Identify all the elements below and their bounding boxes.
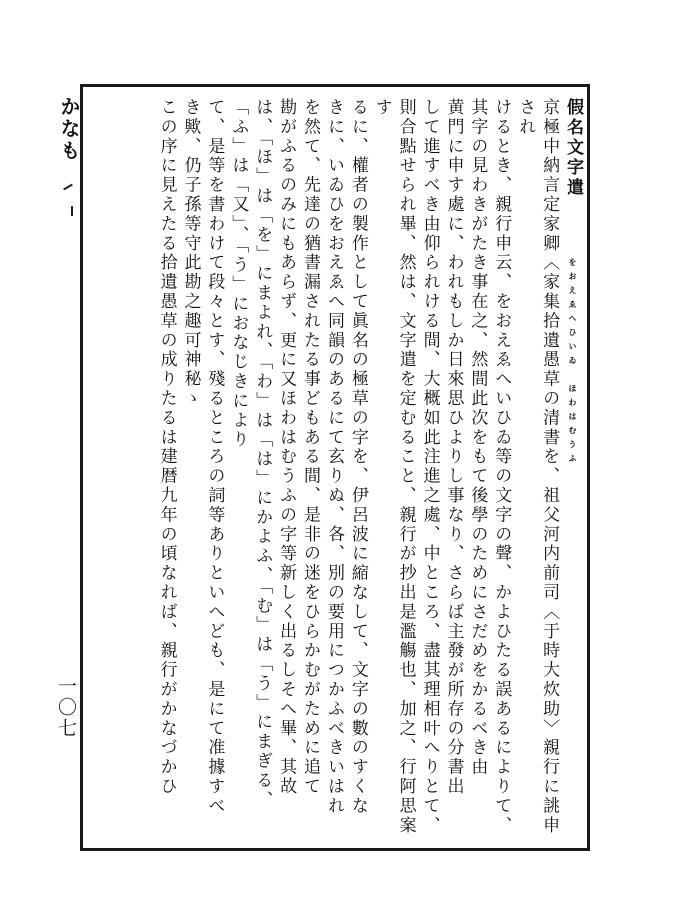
- title-ruby: をおえゑへひいゐ ほわはむうふ: [568, 258, 578, 468]
- page-number: 一〇七: [55, 676, 77, 739]
- text-column: けるとき、親行申云、をおえゑへいひゐ等の文字の聲、かよひたる誤あるによりて、: [491, 98, 512, 836]
- text-column: 京極中納言定家卿〈家集拾遺愚草の清書を、祖父河内前司〈于時大炊助〉親行に誂申され: [515, 98, 560, 836]
- main-text: [106, 98, 584, 843]
- text-column: して進すべき由仰られける間、大概如此注進之處、中ところ、盡其理相叶へりとて、: [419, 98, 440, 836]
- text-column: き歟、仍子孫等守此勘之趣可神秘ゝ: [180, 98, 201, 409]
- text-column: を然て、先達の猶書漏されたる事どもある間、是非の迷をひらかむがために追て: [300, 98, 321, 797]
- running-header-label: かなも: [57, 96, 81, 162]
- text-column: 勘がふるのみにもあらず、更に又ほわはむうふの字等新しく出るしそへ畢、其故: [276, 98, 297, 797]
- text-column: 其字の見わきがたき事在之、然間此次をもて後學のためにさだめをかるべき由: [467, 98, 488, 777]
- margin-mark: [71, 206, 73, 216]
- text-column: は、「ほ」は「を」にまよれ、「わ」は「は」にかよふ、「む」は「う」にまぎる、「ふ」は「又」、「う」におなじきにより: [228, 98, 273, 810]
- text-column: て、是等を書わけて段々とす、殘るところの詞等ありといへども、是にて准據すべ: [204, 98, 225, 816]
- text-column: 黄門に申す處に、われもしか日來思ひよりし事なり、さらば主發が所存の分書出: [443, 98, 464, 797]
- text-column: この序に見えたる拾遺愚草の成りたるは建暦九年の頃なれば、親行がかなづかひ: [156, 98, 177, 797]
- text-column: きに、いゐひをおえゑへ同韻のあるにて玄りぬ、各、別の要用につかふべきいはれ: [323, 98, 344, 816]
- section-title: 假名文字遣 をおえゑへひいゐ ほわはむうふ: [563, 98, 583, 468]
- margin-mark: [63, 184, 73, 191]
- text-column: 則合點せられ畢、然は、文字遣を定むること、親行が抄出是濫觴也、加之、行阿思案す: [371, 98, 416, 836]
- text-column: るに、權者の製作として眞名の極草の字を、伊呂波に縮なして、文字の數のすくな: [347, 98, 368, 816]
